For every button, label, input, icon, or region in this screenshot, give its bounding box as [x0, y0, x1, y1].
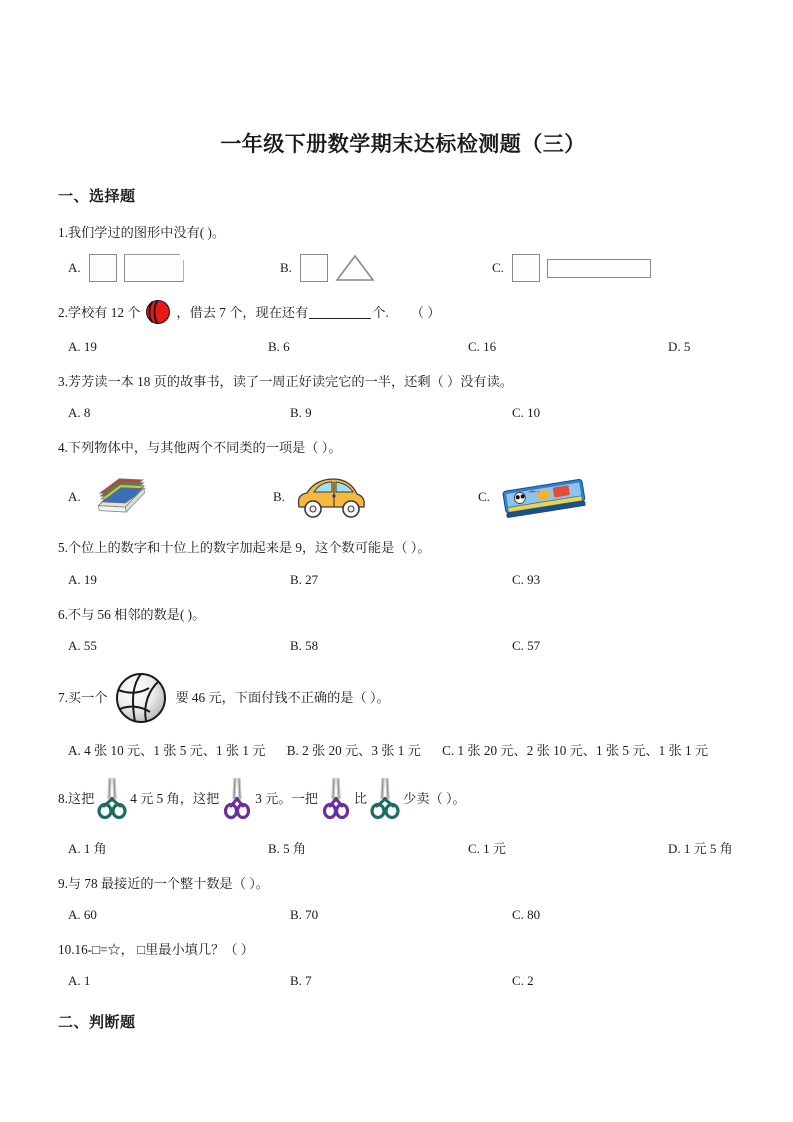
question-1-options — [58, 254, 748, 282]
question-7-option-b[interactable]: B. 2 张 20 元、3 张 1 元 — [286, 742, 421, 758]
question-6-option-c[interactable]: C. 57 — [512, 637, 541, 653]
square-and-triangle-figure — [300, 254, 375, 282]
question-7-options — [58, 739, 748, 762]
option-label: C. — [478, 489, 490, 505]
question-1-option-c[interactable] — [482, 254, 651, 282]
question-8-part1: 8.这把 — [58, 791, 95, 807]
teal-scissors-icon — [370, 778, 400, 820]
question-3-options — [58, 405, 748, 421]
question-2-text — [58, 299, 748, 325]
question-3-text: 3.芳芳读一本 18 页的故事书，读了一周正好读完它的一半，还剩（ ）没有读。 — [58, 374, 513, 390]
purple-scissors-icon — [321, 778, 351, 820]
question-2-part3: 个. — [372, 304, 389, 320]
page-title: 一年级下册数学期末达标检测题（三） — [220, 132, 586, 156]
question-6-text: 6.不与 56 相邻的数是( )。 — [58, 606, 206, 622]
cut-corner-rectangle-shape — [124, 254, 184, 282]
question-10-option-c[interactable]: C. 2 — [512, 973, 534, 989]
square-shape — [89, 254, 117, 282]
question-4-option-b[interactable] — [263, 473, 468, 521]
long-rectangle-shape — [547, 259, 651, 278]
option-label: A. — [68, 489, 81, 505]
question-7-text — [58, 672, 748, 724]
option-label: B. — [280, 260, 292, 276]
section-heading-choice: 一、选择题 — [58, 189, 136, 205]
basketball-icon — [115, 672, 167, 724]
question-9-text: 9.与 78 最接近的一个整十数是（ ）。 — [58, 875, 269, 891]
question-6-options — [58, 638, 748, 654]
question-8-option-c[interactable]: C. 1 元 — [468, 840, 506, 856]
square-shape — [512, 254, 540, 282]
square-and-cut-rectangle-figure — [89, 254, 184, 282]
question-7-option-a[interactable]: A. 4 张 10 元、1 张 5 元、1 张 1 元 — [68, 742, 266, 758]
question-9-option-b[interactable]: B. 70 — [290, 906, 319, 922]
question-2-option-a[interactable]: A. 19 — [68, 339, 97, 355]
option-label: A. — [68, 260, 81, 276]
question-8-options — [58, 838, 748, 857]
question-2-options — [58, 339, 748, 355]
question-1-option-b[interactable] — [270, 254, 482, 282]
question-7-part2: 要 46 元，下面付钱不正确的是（ ）。 — [175, 690, 390, 706]
book-icon — [89, 475, 151, 519]
question-5-option-c[interactable]: C. 93 — [512, 571, 541, 587]
question-2-paren: （ ） — [410, 304, 441, 320]
page-content — [58, 0, 748, 1032]
question-7-part1: 7.买一个 — [58, 690, 108, 706]
question-4-text: 4.下列物体中，与其他两个不同类的一项是（ ）。 — [58, 440, 342, 456]
question-2-option-c[interactable]: C. 16 — [468, 339, 497, 355]
question-1-option-a[interactable] — [58, 254, 270, 282]
question-8-text — [58, 778, 748, 820]
question-5-text: 5.个位上的数字和十位上的数字加起来是 9，这个数可能是（ ）。 — [58, 540, 431, 556]
question-10-text: 10.16-□=☆， □里最小填几？（ ） — [58, 941, 254, 957]
question-10-option-a[interactable]: A. 1 — [68, 973, 91, 989]
answer-blank[interactable] — [309, 305, 371, 319]
question-3-option-c[interactable]: C. 10 — [512, 405, 541, 421]
question-8-option-d[interactable]: D. 1 元 5 角 — [668, 840, 733, 856]
question-4-option-c[interactable] — [468, 473, 592, 521]
question-3-option-b[interactable]: B. 9 — [290, 405, 312, 421]
section-heading-truefalse: 二、判断题 — [58, 1015, 136, 1032]
question-5-options — [58, 572, 748, 588]
question-7-option-c[interactable]: C. 1 张 20 元、2 张 10 元、1 张 5 元、1 张 1 元 — [442, 742, 709, 758]
question-2-part1: 2.学校有 12 个 — [58, 304, 141, 320]
question-4-options — [58, 473, 748, 521]
question-6-option-a[interactable]: A. 55 — [68, 637, 97, 653]
yellow-car-icon — [293, 473, 369, 521]
square-shape — [300, 254, 328, 282]
question-2-option-d[interactable]: D. 5 — [668, 339, 691, 355]
option-label: B. — [273, 489, 285, 505]
question-1-text: 1.我们学过的图形中没有( )。 — [58, 225, 226, 240]
question-8-part3: 3 元。一把 — [255, 791, 318, 807]
purple-scissors-icon — [222, 778, 252, 820]
question-8-option-b[interactable]: B. 5 角 — [268, 840, 306, 856]
question-6-option-b[interactable]: B. 58 — [290, 637, 319, 653]
question-8-part2: 4 元 5 角，这把 — [130, 791, 220, 807]
red-ball-icon — [145, 299, 171, 325]
question-5-option-b[interactable]: B. 27 — [290, 571, 319, 587]
question-8-part5: 少卖（ ）。 — [403, 791, 466, 807]
pencil-case-icon — [498, 473, 592, 521]
teal-scissors-icon — [97, 778, 127, 820]
question-9-options — [58, 907, 748, 923]
question-4-option-a[interactable] — [58, 475, 263, 519]
question-2-option-b[interactable]: B. 6 — [268, 339, 290, 355]
question-9-option-c[interactable]: C. 80 — [512, 906, 541, 922]
question-10-option-b[interactable]: B. 7 — [290, 973, 312, 989]
question-9-option-a[interactable]: A. 60 — [68, 906, 97, 922]
question-2-part2: ，借去 7 个，现在还有 — [176, 304, 309, 320]
triangle-shape — [335, 254, 375, 282]
question-8-part4: 比 — [353, 791, 368, 807]
question-3-option-a[interactable]: A. 8 — [68, 405, 91, 421]
square-and-long-rectangle-figure — [512, 254, 651, 282]
option-label: C. — [492, 260, 504, 276]
question-10-options — [58, 973, 748, 989]
question-8-option-a[interactable]: A. 1 角 — [68, 840, 107, 856]
question-5-option-a[interactable]: A. 19 — [68, 571, 97, 587]
